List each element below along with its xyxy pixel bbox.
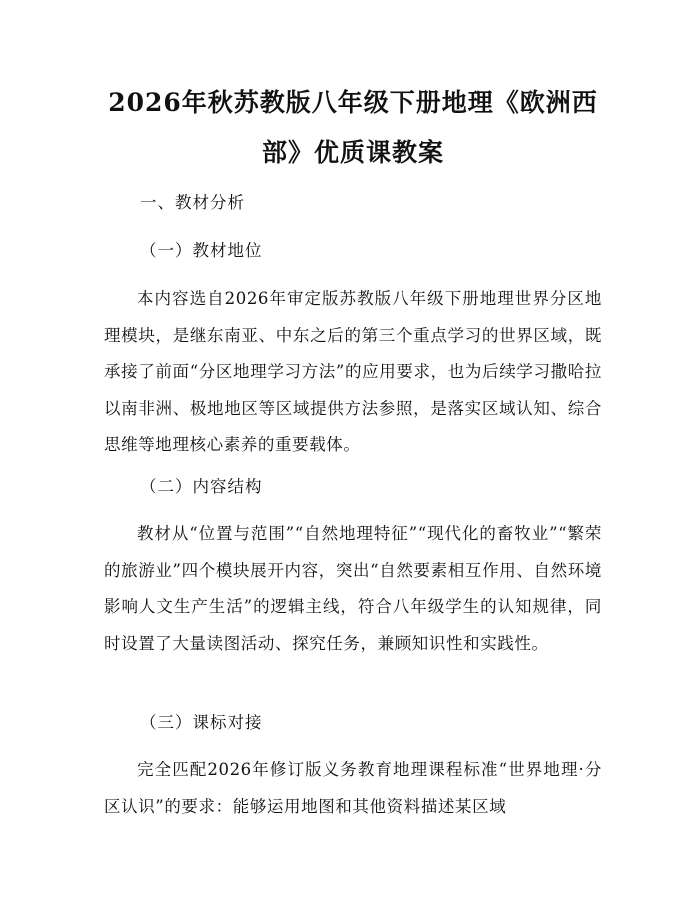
paragraph-curriculum-standard: 完全匹配2026年修订版义务教育地理课程标准“世界地理·分区认识”的要求：能够运用地图和其他资料描述某区域 (104, 760, 602, 816)
paragraph-content-structure: 教材从“位置与范围”“自然地理特征”“现代化的畜牧业”“繁荣的旅游业”四个模块展开内容，突出“自然要素相互作用、自然环境影响人文生产生活”的逻辑主线，符合八年级学生的认知规律，同时设置了大量读图活动、探究任务，兼顾知识性和实践性。 (104, 524, 602, 653)
subheading-content-structure: （二）内容结构 (140, 477, 263, 496)
subheading-curriculum-standard: （三）课标对接 (140, 713, 263, 732)
paragraph-material-status: 本内容选自2026年审定版苏教版八年级下册地理世界分区地理模块，是继东南亚、中东之后的第三个重点学习的世界区域，既承接了前面“分区地理学习方法”的应用要求，也为后续学习撒哈拉以南非洲、极地地区等区域提供方法参照，是落实区域认知、综合思维等地理核心素养的重要载体。 (104, 289, 602, 455)
document-title (104, 78, 602, 178)
section-heading-material-analysis: 一、教材分析 (140, 193, 245, 212)
title-line-2: 部》优质课教案 (261, 138, 444, 167)
subheading-material-status: （一）教材地位 (140, 241, 263, 260)
title-line-1: 2026年秋苏教版八年级下册地理《欧洲西 (108, 88, 598, 117)
